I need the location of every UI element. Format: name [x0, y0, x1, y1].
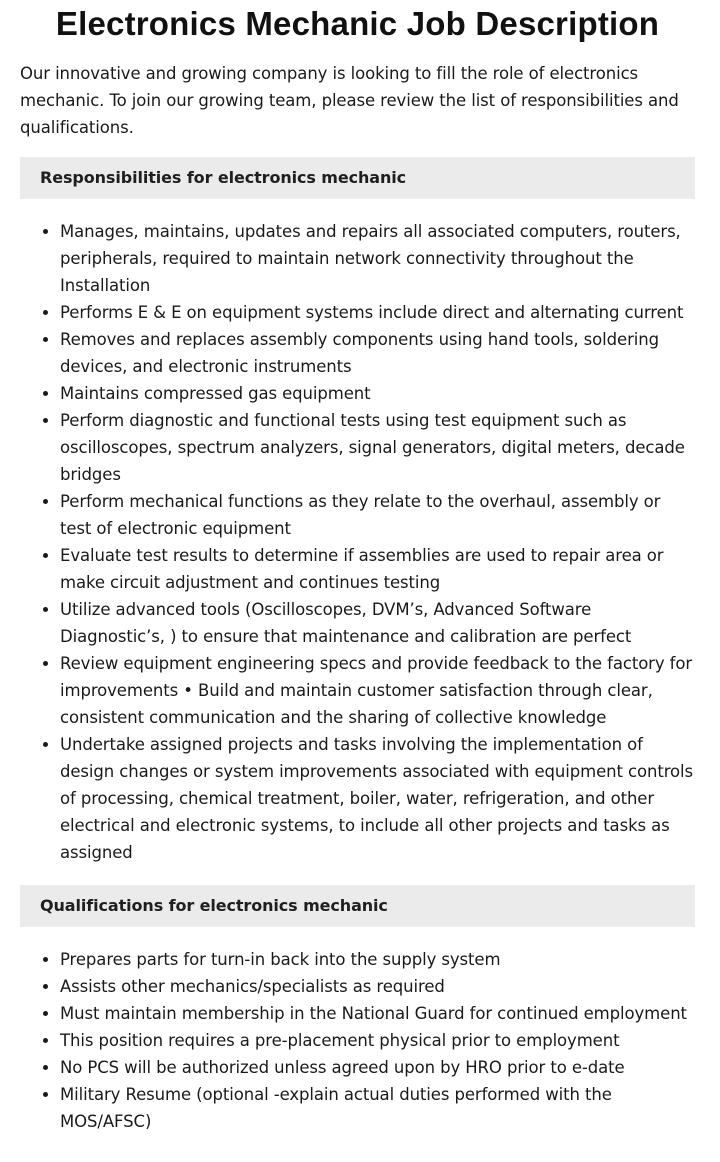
list-item: • Utilize advanced tools (Oscilloscopes, DVM’s, Advanced Software Diagnostic’s, ) to ensure that maintenance and calibration are perfect: [60, 596, 695, 650]
intro-paragraph: Our innovative and growing company is looking to fill the role of electronics mechanic. To join our growing team, please review the list of responsibilities and qualifications.: [20, 64, 679, 137]
list-item: • Performs E & E on equipment systems include direct and alternating current: [60, 299, 695, 326]
list-item: • Assists other mechanics/specialists as required: [60, 973, 695, 1000]
responsibilities-heading: Responsibilities for electronics mechanic: [20, 157, 695, 199]
list-item: • Evaluate test results to determine if assemblies are used to repair area or make circuit adjustment and continues testing: [60, 542, 695, 596]
page-title: Electronics Mechanic Job Description: [55, 5, 660, 42]
list-item: • Manages, maintains, updates and repairs all associated computers, routers, peripherals, required to maintain network connectivity throughout the Installation: [60, 218, 695, 299]
list-item: • Perform diagnostic and functional tests using test equipment such as oscilloscopes, spectrum analyzers, signal generators, digital meters, decade bridges: [60, 407, 695, 488]
list-item: • No PCS will be authorized unless agreed upon by HRO prior to e-date: [60, 1054, 695, 1081]
list-item: • This position requires a pre-placement physical prior to employment: [60, 1027, 695, 1054]
list-item: • Must maintain membership in the National Guard for continued employment: [60, 1000, 695, 1027]
list-item: • Military Resume (optional -explain actual duties performed with the MOS/AFSC): [60, 1081, 695, 1135]
list-item: • Removes and replaces assembly components using hand tools, soldering devices, and electronic instruments: [60, 326, 695, 380]
responsibilities-list: [20, 218, 695, 866]
list-item: • Prepares parts for turn-in back into the supply system: [60, 946, 695, 973]
list-item: • Review equipment engineering specs and provide feedback to the factory for improvements • Build and maintain customer satisfaction through clear, consistent communication and the sharing of collective knowledge: [60, 650, 695, 731]
list-item: • Undertake assigned projects and tasks involving the implementation of design changes or system improvements associated with equipment controls of processing, chemical treatment, boiler, water, refrigeration, and other electrical and electronic systems, to include all other projects and tasks as assigned: [60, 731, 695, 866]
qualifications-heading: Qualifications for electronics mechanic: [20, 885, 695, 927]
list-item: • Perform mechanical functions as they relate to the overhaul, assembly or test of electronic equipment: [60, 488, 695, 542]
qualifications-list: [20, 946, 695, 1135]
list-item: • Maintains compressed gas equipment: [60, 380, 695, 407]
